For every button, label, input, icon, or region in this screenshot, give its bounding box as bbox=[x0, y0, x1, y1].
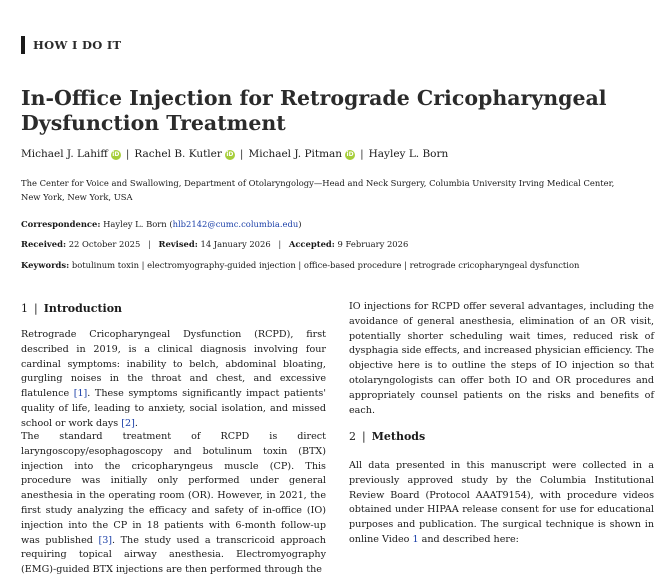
heading-number: 1 bbox=[21, 302, 28, 315]
correspondence-line bbox=[21, 219, 302, 229]
author-3[interactable] bbox=[248, 148, 355, 160]
paragraph-text: . The study used a transcricoid approach requiring topical airway anesthesia. Electromyography (EMG)-guided BTX injections are then performed through the bbox=[21, 534, 326, 576]
author-name: Rachel B. Kutler bbox=[134, 148, 222, 160]
revised-date: 14 January 2026 bbox=[200, 239, 271, 249]
paragraph-text: The standard treatment of RCPD is direct laryngoscopy/esophagoscopy and botulinum toxin (BTX) injection into the cricopharyngeus muscle (CP). This procedure was initially only performed under general anesthesia in the operating room (OR). However, in 2021, the first study analyzing the efficacy and safety of in-office (IO) injection into the CP in 18 patients with 6-month follow-up was published bbox=[21, 431, 326, 546]
paragraph-text: Retrograde Cricopharyngeal Dysfunction (RCPD), first described in 2019, is a clinical diagnosis involving four cardinal symptoms: inability to belch, abdominal bloating, gurgling noises in the throat and chest, and excessive flatulence bbox=[21, 329, 326, 400]
orcid-icon[interactable]: iD bbox=[226, 151, 234, 158]
methods-paragraph-1 bbox=[349, 459, 654, 548]
heading-separator: | bbox=[362, 430, 366, 443]
correspondence-label: Correspondence: bbox=[21, 219, 101, 229]
keywords-text: botulinum toxin | electromyography-guided injection | office-based procedure | retrograde cricopharyngeal dysfunction bbox=[71, 260, 580, 270]
paragraph-text: . bbox=[134, 417, 138, 429]
revised-label: Revised: bbox=[158, 239, 198, 249]
received-date: 22 October 2025 bbox=[68, 239, 141, 249]
reference-link[interactable]: [2] bbox=[121, 417, 135, 429]
heading-title: Introduction bbox=[43, 302, 123, 315]
section-tag-label: HOW I DO IT bbox=[33, 38, 122, 52]
author-2[interactable] bbox=[134, 148, 235, 160]
author-4[interactable] bbox=[369, 148, 449, 160]
author-name: Michael J. Pitman bbox=[248, 148, 343, 160]
accepted-label: Accepted: bbox=[288, 239, 335, 249]
reference-link[interactable]: [3] bbox=[98, 534, 113, 546]
author-separator: | bbox=[125, 148, 130, 160]
author-1[interactable] bbox=[21, 148, 121, 160]
author-list bbox=[21, 148, 448, 160]
methods-heading bbox=[349, 430, 425, 443]
orcid-icon[interactable]: iD bbox=[346, 151, 354, 158]
section-tag-bar bbox=[21, 36, 25, 54]
date-separator: | bbox=[147, 239, 151, 249]
intro-paragraph-2 bbox=[21, 430, 326, 578]
intro-paragraph-1 bbox=[21, 328, 326, 432]
right-column-paragraph: IO injections for RCPD offer several advantages, including the avoidance of general anesthesia, elimination of an OR visit, potentially shorter scheduling wait times, reduced risk of dysphagia side effects, and increased physician efficiency. The objective here is to outline the steps of IO injection so that otolaryngologists can offer both IO and OR procedures and appropriately counsel patients on the risks and benefits of each. bbox=[349, 301, 654, 416]
heading-number: 2 bbox=[349, 430, 356, 443]
affiliation: The Center for Voice and Swallowing, Department of Otolaryngology—Head and Neck Surgery, Columbia University Irving Medical Center, New York, New York, USA bbox=[21, 178, 615, 202]
author-name: Hayley L. Born bbox=[368, 148, 449, 160]
dates-line bbox=[21, 239, 408, 249]
article-title: In-Office Injection for Retrograde Cricopharyngeal Dysfunction Treatment bbox=[21, 86, 607, 135]
date-separator: | bbox=[278, 239, 282, 249]
author-separator: | bbox=[360, 148, 364, 160]
correspondence-name: Hayley L. Born ( bbox=[103, 219, 173, 229]
heading-title: Methods bbox=[371, 430, 426, 443]
video-link[interactable]: 1 bbox=[412, 533, 419, 545]
paragraph-text: All data presented in this manuscript were collected in a previously approved study by the Columbia Institutional Review Board (Protocol AAAT9154), with procedure videos obtained under HIPAA release consent for use for educational purposes and publication. The surgical technique is shown in online Video bbox=[349, 460, 654, 545]
correspondence-close: ) bbox=[298, 219, 302, 229]
author-separator: | bbox=[239, 148, 244, 160]
paragraph-text: . These symptoms significantly impact patients' quality of life, leading to anxiety, social isolation, and missed school or work days bbox=[21, 388, 326, 429]
author-name: Michael J. Lahiff bbox=[21, 148, 108, 160]
paragraph-text: and described here: bbox=[418, 533, 519, 545]
section-tag bbox=[21, 36, 121, 54]
reference-link[interactable]: [1] bbox=[73, 388, 88, 400]
orcid-icon[interactable]: iD bbox=[112, 151, 120, 158]
email-link[interactable]: hlb2142@cumc.columbia.edu bbox=[172, 219, 299, 229]
keywords-label: Keywords: bbox=[21, 260, 70, 270]
accepted-date: 9 February 2026 bbox=[337, 239, 409, 249]
introduction-heading bbox=[21, 302, 122, 315]
heading-separator: | bbox=[34, 302, 38, 315]
received-label: Received: bbox=[21, 239, 67, 249]
keywords-line bbox=[21, 260, 579, 270]
